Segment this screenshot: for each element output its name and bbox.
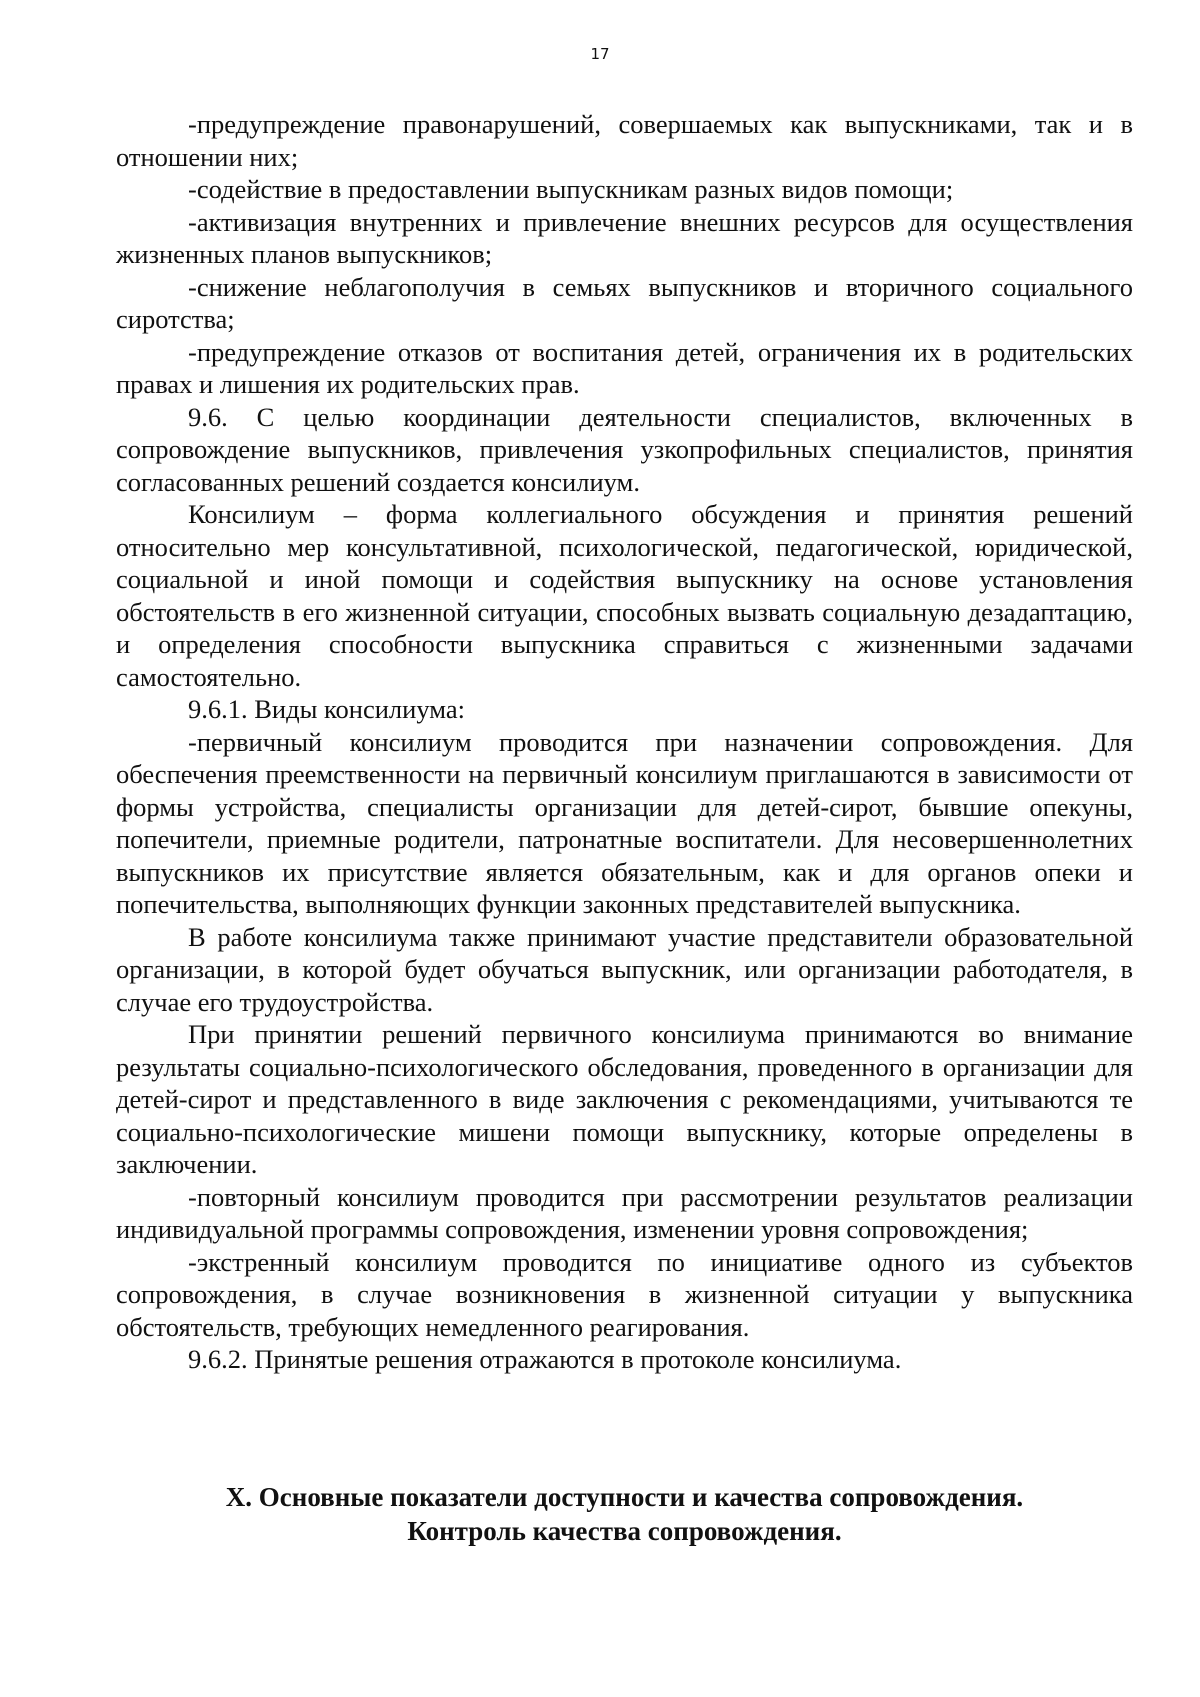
paragraph-emergency-council: -экстренный консилиум проводится по инициативе одного из субъектов сопровождения, в случае возникновения в жизненной ситуации у выпускника обстоятельств, требующих немедленного реагирования. [116,1246,1133,1342]
paragraph-family-welfare: -снижение неблагополучия в семьях выпускников и вторичного социального сиротства; [116,271,1133,334]
section-heading-line-2: Контроль качества сопровождения. [407,1516,842,1546]
paragraph-primary-decisions: При принятии решений первичного консилиума принимаются во внимание результаты социально-психологического обследования, проведенного в организации для детей-сирот и представленного в виде заключения с рекомендациями, учитываются те социально-психологические мишени помощи выпускнику, которые определены в заключении. [116,1019,1133,1179]
paragraph-council-participants: В работе консилиума также принимают участие представители образовательной организации, в которой будет обучаться выпускник, или организации работодателя, в случае его трудоустройства. [116,921,1133,1017]
paragraph-9-6-2: 9.6.2. Принятые решения отражаются в протоколе консилиума. [188,1344,902,1374]
body-text [116,108,1133,1376]
section-heading-line-1: X. Основные показатели доступности и качества сопровождения. [225,1482,1024,1512]
paragraph-9-6-1: 9.6.1. Виды консилиума: [188,694,465,724]
paragraph-resources: -активизация внутренних и привлечение внешних ресурсов для осуществления жизненных планов выпускников; [116,206,1133,269]
paragraph-parental-rights: -предупреждение отказов от воспитания детей, ограничения их в родительских правах и лишения их родительских прав. [116,336,1133,399]
paragraph-repeat-council: -повторный консилиум проводится при рассмотрении результатов реализации индивидуальной программы сопровождения, изменении уровня сопровождения; [116,1181,1133,1244]
paragraph-council-definition: Консилиум – форма коллегиального обсуждения и принятия решений относительно мер консультативной, психологической, педагогической, юридической, социальной и иной помощи и содействия выпускнику на основе установления обстоятельств в его жизненной ситуации, способных вызвать социальную дезадаптацию, и определения способности выпускника справиться с жизненными задачами самостоятельно. [116,499,1133,692]
paragraph-9-6: 9.6. С целью координации деятельности специалистов, включенных в сопровождение выпускников, привлечения узкопрофильных специалистов, принятия согласованных решений создается консилиум. [116,401,1133,497]
paragraph-assistance: -содействие в предоставлении выпускникам разных видов помощи; [188,174,954,204]
paragraph-primary-council: -первичный консилиум проводится при назначении сопровождения. Для обеспечения преемственности на первичный консилиум приглашаются в зависимости от формы устройства, специалисты организации для детей-сирот, бывшие опекуны, попечители, приемные родители, патронатные воспитатели. Для несовершеннолетних выпускников их присутствие является обязательным, как и для органов опеки и попечительства, выполняющих функции законных представителей выпускника. [116,726,1133,919]
section-heading [116,1480,1133,1548]
paragraph-prevention-offenses: -предупреждение правонарушений, совершаемых как выпускниками, так и в отношении них; [116,109,1133,172]
page-number: 17 [590,45,610,63]
